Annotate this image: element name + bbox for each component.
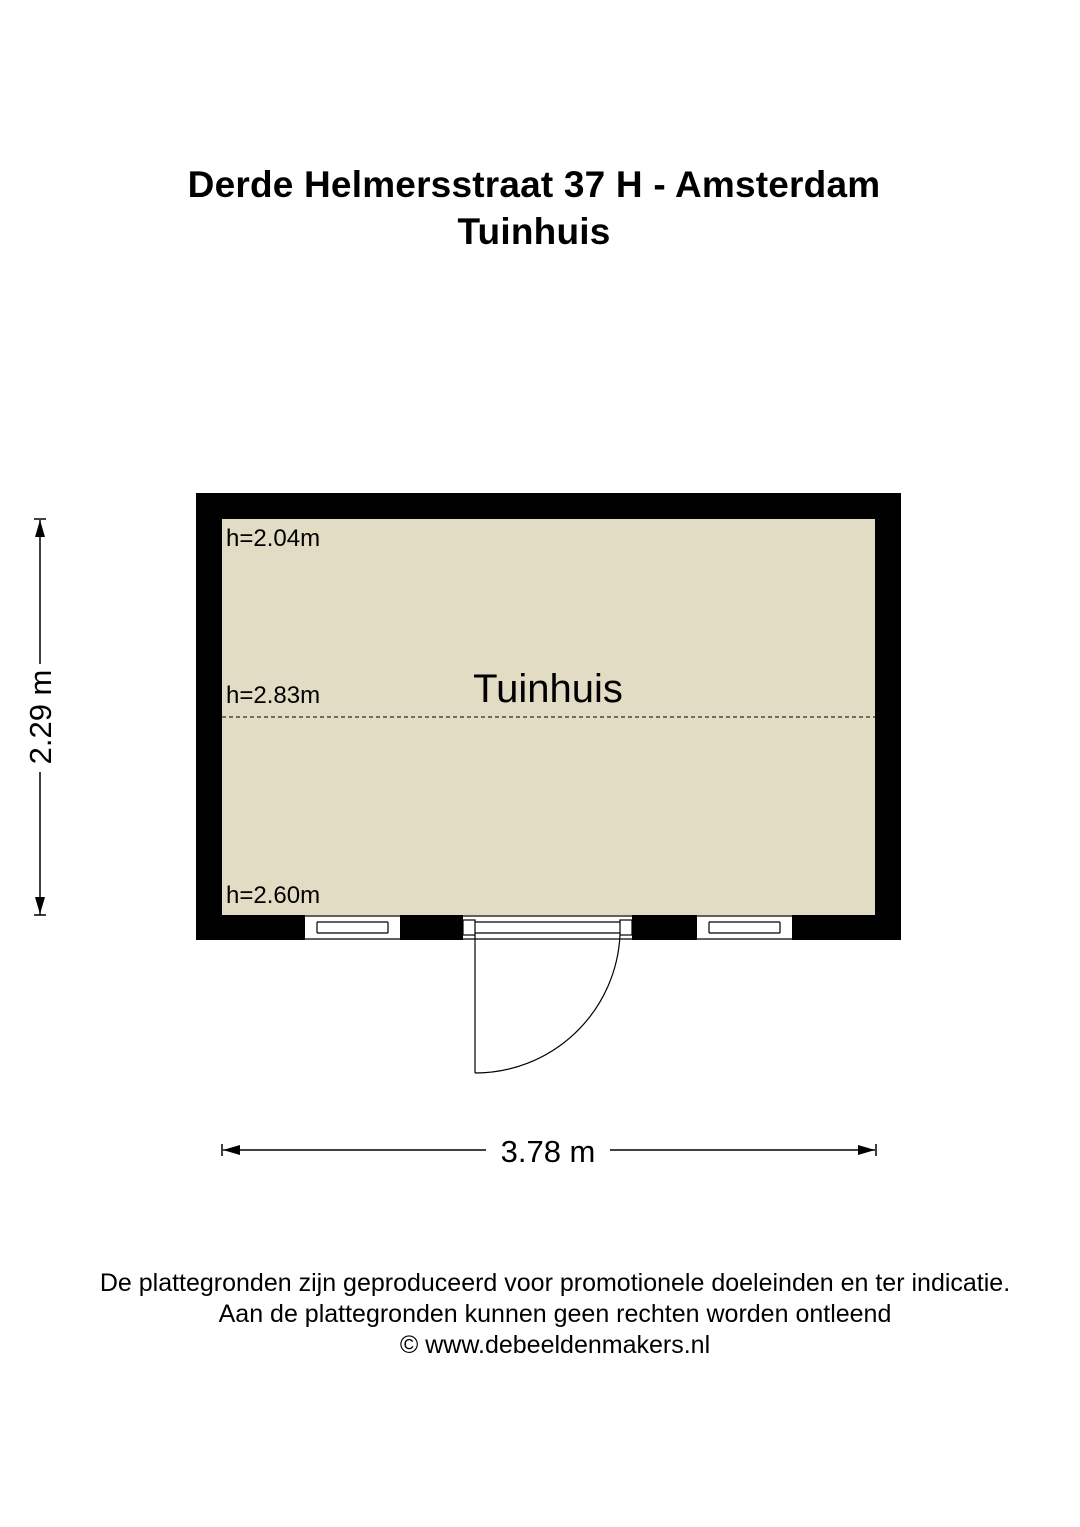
window-opening-right [697,915,792,940]
door-swing-arc [475,935,620,1073]
copyright-line: © www.debeeldenmakers.nl [399,1331,711,1359]
height-label-middle: h=2.83m [226,682,321,709]
window-opening-left [305,915,400,940]
dimension-width-label: 3.78 m [500,1134,596,1169]
dimension-height-label: 2.29 m [23,669,58,765]
floor-title: Tuinhuis [457,211,611,252]
door-opening [463,915,632,940]
page-title: Derde Helmersstraat 37 H - Amsterdam [187,164,881,205]
height-label-bottom: h=2.60m [226,882,321,909]
height-label-top: h=2.04m [226,525,321,552]
room-label: Tuinhuis [473,667,623,711]
disclaimer-line-1: De plattegronden zijn geproduceerd voor promotionele doeleinden en ter indicatie. [99,1269,1011,1297]
disclaimer-line-2: Aan de plattegronden kunnen geen rechten worden ontleend [218,1300,892,1328]
door [463,916,632,1073]
